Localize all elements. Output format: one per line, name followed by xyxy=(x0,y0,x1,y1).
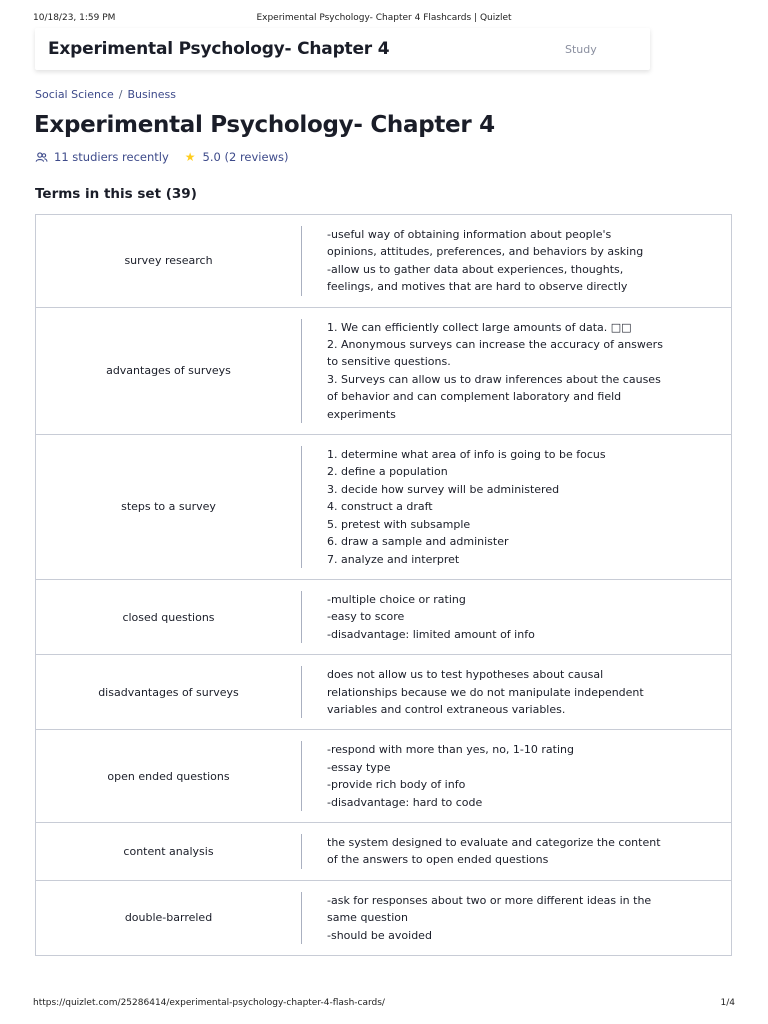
term-word: steps to a survey xyxy=(121,500,216,514)
term-divider xyxy=(301,226,302,296)
terms-heading: Terms in this set (39) xyxy=(35,186,197,202)
definition-line: 3. decide how survey will be administered xyxy=(327,482,560,496)
definition-line: 2. define a population xyxy=(327,465,448,479)
definition-line: -respond with more than yes, no, 1-10 rating xyxy=(327,743,574,757)
term-definition xyxy=(327,823,731,880)
definition-line: the system designed to evaluate and categorize the content xyxy=(327,835,661,849)
definition-line: 6. draw a sample and administer xyxy=(327,535,509,549)
definition-line: to sensitive questions. xyxy=(327,355,451,369)
star-icon: ★ xyxy=(184,150,196,164)
definition-line: -multiple choice or rating xyxy=(327,592,466,606)
definition-line: of behavior and can complement laboratory and field xyxy=(327,390,622,404)
term-divider xyxy=(301,446,302,568)
page-title: Experimental Psychology- Chapter 4 xyxy=(34,112,495,138)
breadcrumb-item-social-science[interactable]: Social Science xyxy=(35,88,114,101)
term-divider xyxy=(301,741,302,811)
definition-line: experiments xyxy=(327,407,396,421)
users-icon xyxy=(35,151,48,164)
rating-link[interactable]: 5.0 (2 reviews) xyxy=(202,150,289,164)
term-row xyxy=(36,215,731,307)
breadcrumb-separator: / xyxy=(118,88,123,101)
term-divider xyxy=(301,834,302,869)
term-definition xyxy=(327,435,731,579)
term-definition xyxy=(327,655,731,729)
term-definition xyxy=(327,881,731,955)
definition-line: opinions, attitudes, preferences, and behaviors by asking xyxy=(327,245,644,259)
term-row xyxy=(36,729,731,822)
term-divider xyxy=(301,591,302,643)
term-word: advantages of surveys xyxy=(106,364,231,378)
term-row xyxy=(36,654,731,729)
term-divider xyxy=(301,666,302,718)
breadcrumb xyxy=(35,88,176,101)
definition-line: -provide rich body of info xyxy=(327,778,466,792)
term-word: survey research xyxy=(124,254,213,268)
print-url: https://quizlet.com/25286414/experimental-psychology-chapter-4-flash-cards/ xyxy=(33,998,385,1008)
term-word: double-barreled xyxy=(124,911,213,925)
studiers-count: 11 studiers recently xyxy=(54,150,169,164)
definition-line: -allow us to gather data about experiences, thoughts, xyxy=(327,262,624,276)
term-definition xyxy=(327,730,731,822)
term-definition xyxy=(327,580,731,654)
definition-line: 3. Surveys can allow us to draw inferences about the causes xyxy=(327,372,661,386)
study-button[interactable]: Study xyxy=(565,43,597,56)
sticky-header-bar xyxy=(35,28,650,70)
definition-line: feelings, and motives that are hard to observe directly xyxy=(327,280,628,294)
print-page-number: 1/4 xyxy=(720,998,735,1008)
term-row xyxy=(36,822,731,880)
term-divider xyxy=(301,892,302,944)
term-row xyxy=(36,579,731,654)
definition-line: -essay type xyxy=(327,760,391,774)
print-datetime: 10/18/23, 1:59 PM xyxy=(33,13,116,23)
term-row xyxy=(36,880,731,955)
sticky-set-title: Experimental Psychology- Chapter 4 xyxy=(48,39,390,59)
definition-line: same question xyxy=(327,911,408,925)
definition-line: -ask for responses about two or more different ideas in the xyxy=(327,893,652,907)
breadcrumb-item-business[interactable]: Business xyxy=(127,88,176,101)
definition-line: 7. analyze and interpret xyxy=(327,552,460,566)
definition-line: 5. pretest with subsample xyxy=(327,517,471,531)
definition-line: variables and control extraneous variables. xyxy=(327,702,566,716)
definition-line: 1. determine what area of info is going to be focus xyxy=(327,448,606,462)
definition-line: 2. Anonymous surveys can increase the accuracy of answers xyxy=(327,338,663,352)
term-divider xyxy=(301,319,302,423)
definition-line: -useful way of obtaining information about people's xyxy=(327,228,612,241)
terms-list xyxy=(35,214,732,956)
print-footer xyxy=(33,998,735,1010)
definition-line: -should be avoided xyxy=(327,928,432,942)
term-row xyxy=(36,434,731,579)
definition-line: -easy to score xyxy=(327,610,405,624)
definition-line: of the answers to open ended questions xyxy=(327,853,549,867)
term-word: open ended questions xyxy=(107,769,230,783)
definition-line: 4. construct a draft xyxy=(327,500,433,514)
definition-line: -disadvantage: limited amount of info xyxy=(327,627,535,641)
definition-line: 1. We can efficiently collect large amounts of data. □□ xyxy=(327,320,632,334)
term-definition xyxy=(327,215,731,307)
definition-line: -disadvantage: hard to code xyxy=(327,795,483,809)
print-doc-title: Experimental Psychology- Chapter 4 Flashcards | Quizlet xyxy=(256,13,512,23)
print-header xyxy=(33,13,735,25)
term-definition xyxy=(327,308,731,434)
term-row xyxy=(36,307,731,434)
term-word: content analysis xyxy=(123,844,214,858)
definition-line: relationships because we do not manipulate independent xyxy=(327,685,644,699)
definition-line: does not allow us to test hypotheses about causal xyxy=(327,668,604,682)
set-meta xyxy=(35,150,288,164)
term-word: disadvantages of surveys xyxy=(98,685,239,699)
term-word: closed questions xyxy=(122,610,215,624)
